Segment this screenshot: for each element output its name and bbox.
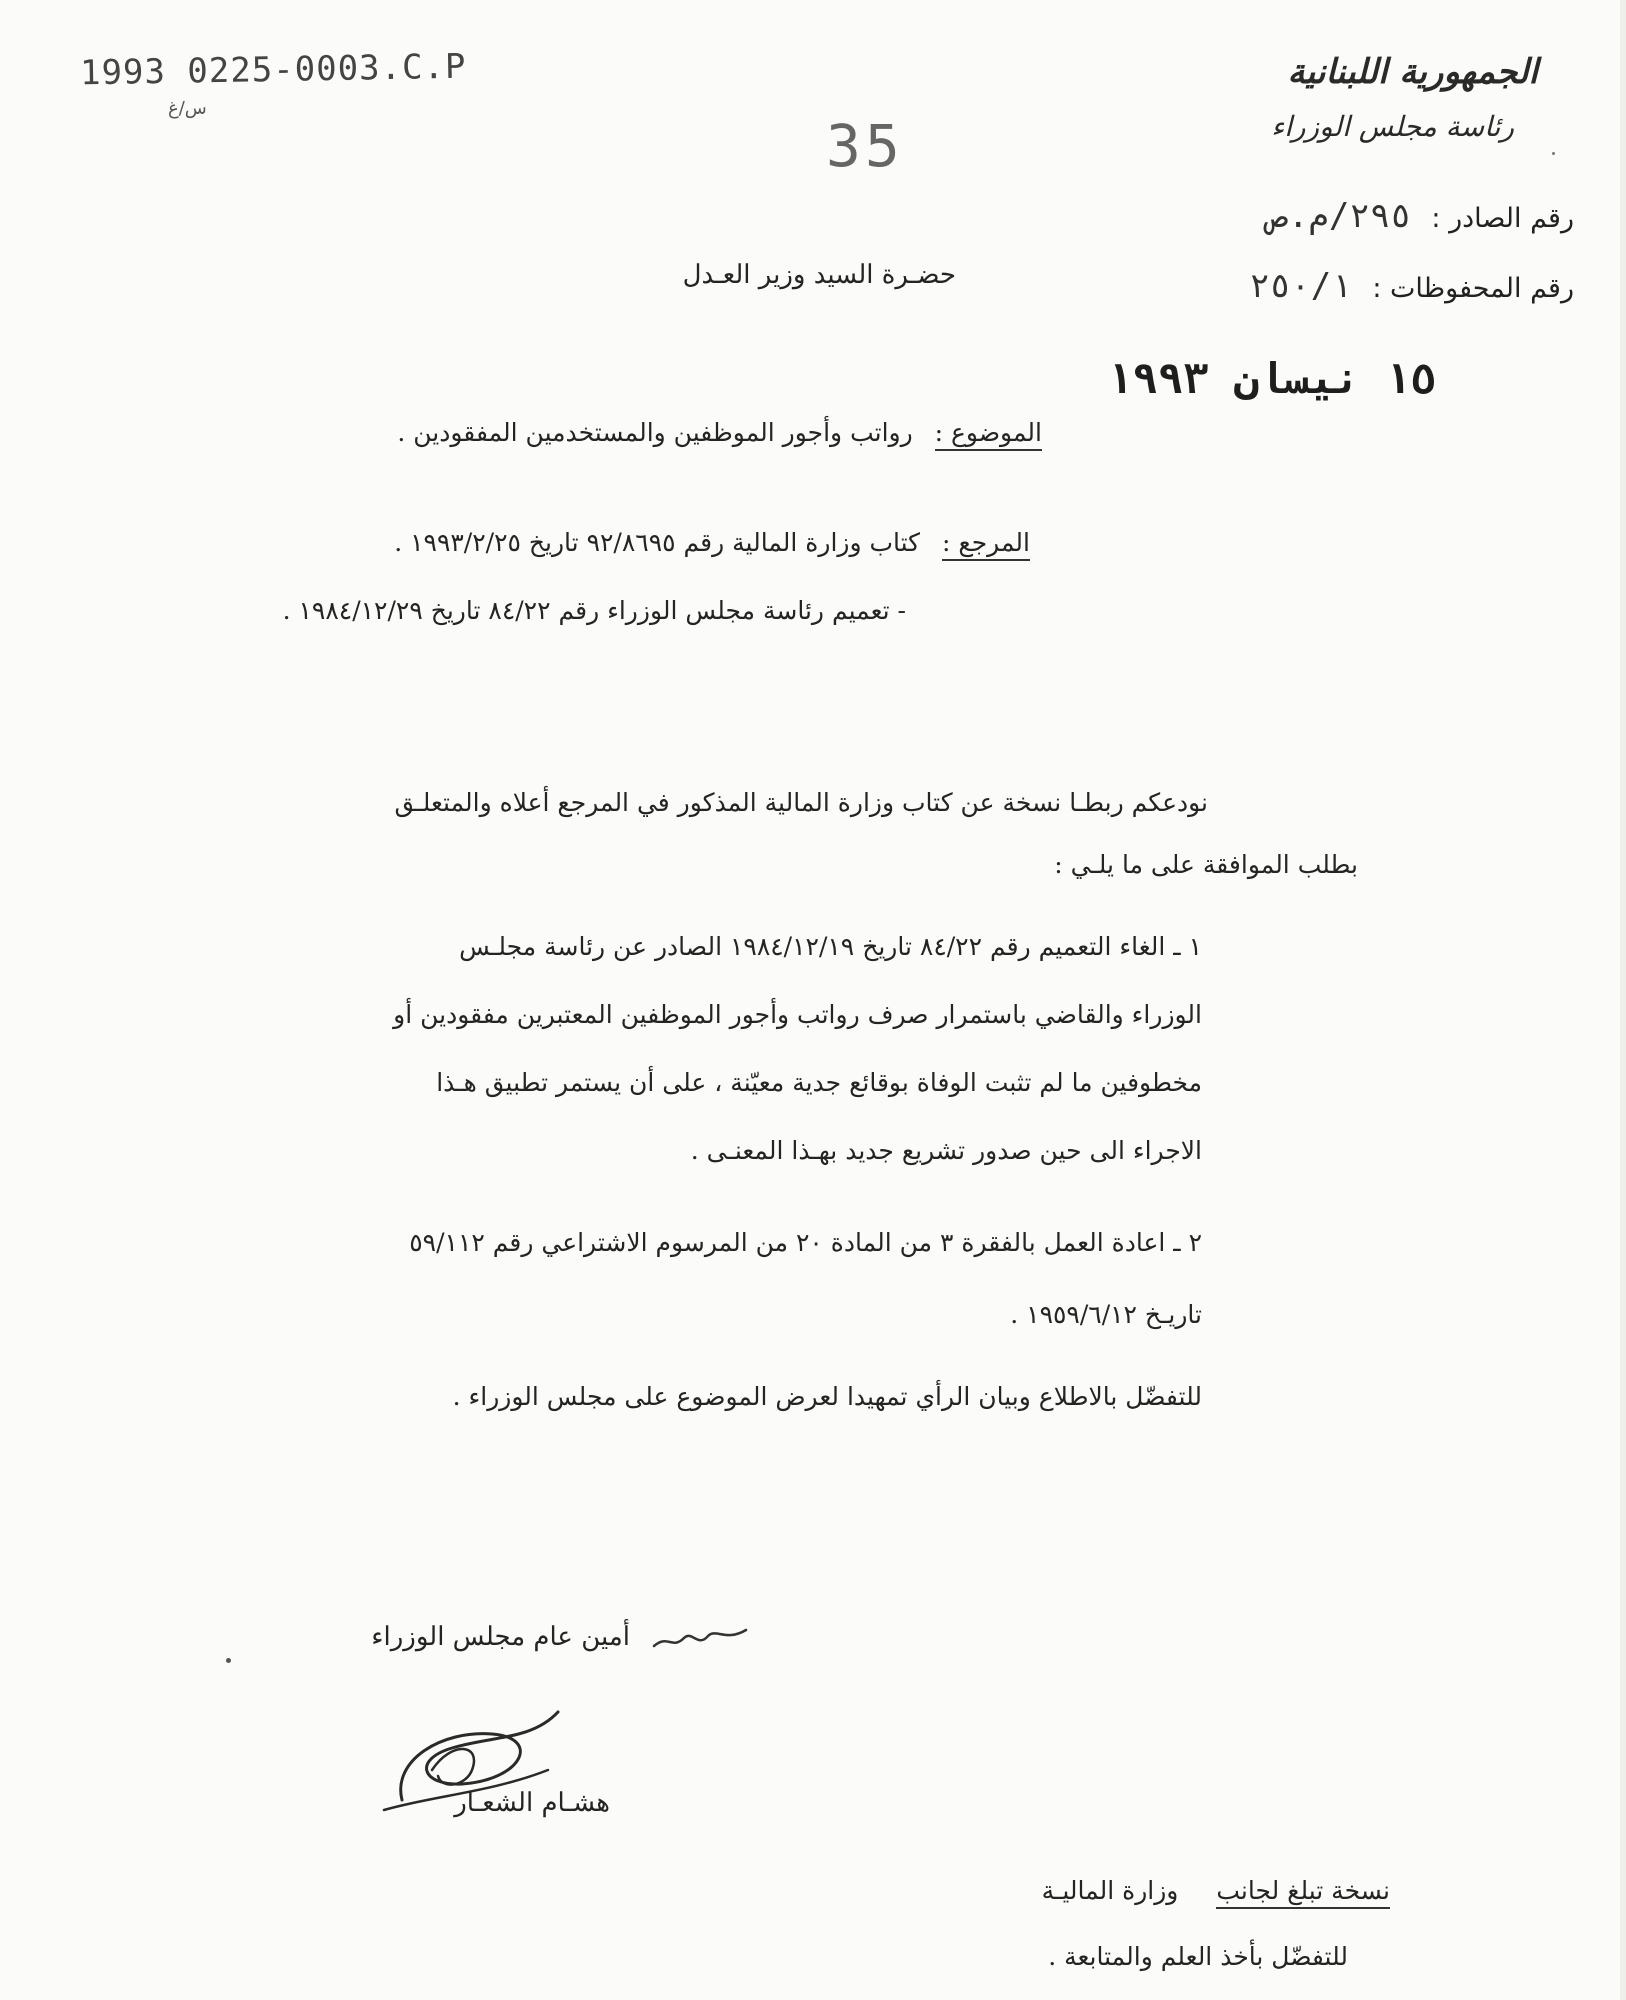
addressee: حضـرة السيد وزير العـدل bbox=[682, 260, 956, 290]
body-intro-line-2: بطلب الموافقة على ما يلـي : bbox=[1054, 850, 1358, 879]
scan-speck bbox=[226, 1658, 231, 1663]
closing-line: للتفضّل بالاطلاع وبيان الرأي تمهيدا لعرض الموضوع على مجلس الوزراء . bbox=[452, 1382, 1202, 1411]
archive-sub: س/غ bbox=[168, 98, 207, 119]
issue-number bbox=[1267, 196, 1574, 236]
letterhead-republic: الجمهورية اللبنانية bbox=[1287, 52, 1538, 92]
archive-number-value: ٢٥٠/١ bbox=[1249, 266, 1352, 306]
reference-line bbox=[394, 528, 1030, 557]
reference-item-1: كتاب وزارة المالية رقم ٩٢/٨٦٩٥ تاريخ ١٩٩٣/٢/٢٥ . bbox=[394, 528, 921, 557]
signature-title: أمين عام مجلس الوزراء bbox=[371, 1622, 630, 1652]
subject-text: رواتب وأجور الموظفين والمستخدمين المفقودين . bbox=[397, 418, 913, 447]
copy-note: للتفضّل بأخذ العلم والمتابعة . bbox=[1048, 1942, 1348, 1971]
page-number: 35 bbox=[826, 112, 904, 180]
archive-code: 1993 0225-0003.C.P bbox=[79, 46, 467, 94]
letter-date: ١٥ نيسان ١٩٩٣ bbox=[1107, 354, 1436, 403]
subject-line bbox=[397, 418, 1042, 447]
initials-mark bbox=[650, 1616, 750, 1656]
scan-edge bbox=[1620, 0, 1626, 2000]
point-1-line-4: الاجراء الى حين صدور تشريع جديد بهـذا المعنـى . bbox=[690, 1136, 1202, 1165]
copy-label: نسخة تبلغ لجانب bbox=[1216, 1876, 1390, 1909]
copy-recipient: وزارة الماليـة bbox=[1041, 1876, 1179, 1905]
point-1-line-2: الوزراء والقاضي باستمرار صرف رواتب وأجور الموظفين المعتبرين مفقودين أو bbox=[393, 1000, 1202, 1029]
issue-number-value: ٢٩٥/م.ص bbox=[1267, 196, 1411, 236]
letterhead-presidency: رئاسة مجلس الوزراء bbox=[1271, 110, 1514, 143]
point-1-line-1: ١ ـ الغاء التعميم رقم ٨٤/٢٢ تاريخ ١٩٨٤/١٢/١٩ الصادر عن رئاسة مجلـس bbox=[459, 932, 1202, 961]
issue-number-label: رقم الصادر : bbox=[1431, 203, 1574, 234]
signatory-name: هشـام الشعـار bbox=[454, 1788, 610, 1818]
point-1-line-3: مخطوفين ما لم تثبت الوفاة بوقائع جدية معيّنة ، على أن يستمر تطبيق هـذا bbox=[436, 1068, 1202, 1097]
point-2-line-2: تاريـخ ١٩٥٩/٦/١٢ . bbox=[1010, 1300, 1202, 1329]
reference-item-2: - تعميم رئاسة مجلس الوزراء رقم ٨٤/٢٢ تاريخ ١٩٨٤/١٢/٢٩ . bbox=[282, 596, 906, 625]
archive-number-label: رقم المحفوظات : bbox=[1372, 273, 1574, 304]
copy-line bbox=[1042, 1876, 1390, 1905]
body-intro-line-1: نودعكم ربطـا نسخة عن كتاب وزارة المالية المذكور في المرجع أعلاه والمتعلـق bbox=[394, 788, 1208, 817]
archive-number bbox=[1249, 266, 1574, 306]
scan-speck bbox=[1552, 152, 1555, 155]
reference-label: المرجع : bbox=[942, 528, 1030, 561]
point-2-line-1: ٢ ـ اعادة العمل بالفقرة ٣ من المادة ٢٠ من المرسوم الاشتراعي رقم ٥٩/١١٢ bbox=[409, 1228, 1202, 1257]
subject-label: الموضوع : bbox=[935, 418, 1042, 451]
